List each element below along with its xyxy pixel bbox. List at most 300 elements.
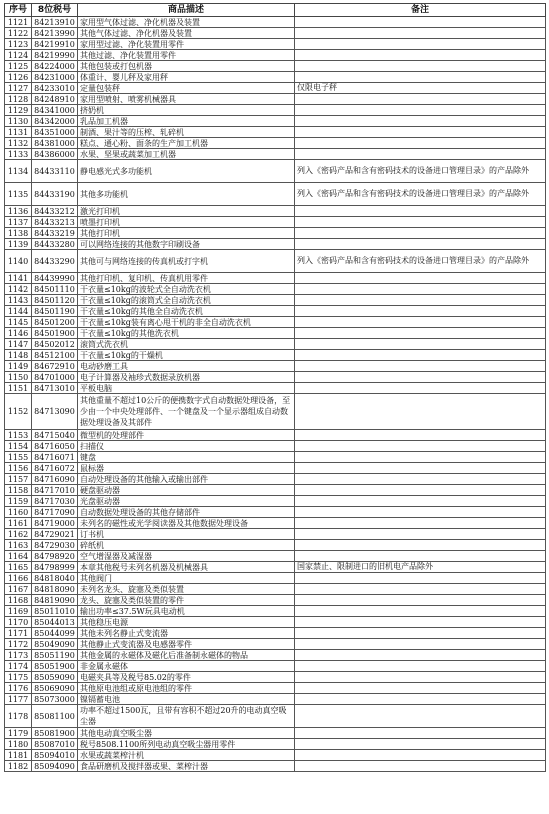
row-desc: 家用型喷射、喷雾机械器具 xyxy=(78,94,295,105)
row-note xyxy=(295,573,546,584)
row-note xyxy=(295,617,546,628)
row-note xyxy=(295,728,546,739)
table-row xyxy=(5,383,546,394)
row-desc: 光盘驱动器 xyxy=(78,496,295,507)
row-seq: 1168 xyxy=(5,595,32,606)
row-code: 84719000 xyxy=(32,518,78,529)
row-seq: 1130 xyxy=(5,116,32,127)
row-desc: 空气增湿器及减湿器 xyxy=(78,551,295,562)
row-desc: 其他未列名静止式变流器 xyxy=(78,628,295,639)
row-note xyxy=(295,584,546,595)
row-seq: 1155 xyxy=(5,452,32,463)
row-desc: 干衣量≤10kg的其他洗衣机 xyxy=(78,328,295,339)
table-row xyxy=(5,661,546,672)
row-desc: 自动数据处理设备的其他存储部件 xyxy=(78,507,295,518)
row-seq: 1137 xyxy=(5,217,32,228)
row-seq: 1176 xyxy=(5,683,32,694)
row-seq: 1180 xyxy=(5,739,32,750)
row-code: 84351000 xyxy=(32,127,78,138)
row-seq: 1136 xyxy=(5,206,32,217)
row-desc: 键盘 xyxy=(78,452,295,463)
table-row xyxy=(5,694,546,705)
row-seq: 1173 xyxy=(5,650,32,661)
row-desc: 未列名龙头、旋塞及类似装置 xyxy=(78,584,295,595)
row-seq: 1156 xyxy=(5,463,32,474)
row-seq: 1158 xyxy=(5,485,32,496)
row-seq: 1160 xyxy=(5,507,32,518)
row-code: 84213910 xyxy=(32,17,78,28)
table-row xyxy=(5,317,546,328)
table-row xyxy=(5,739,546,750)
header-seq: 序号 xyxy=(5,4,32,17)
row-code: 85069090 xyxy=(32,683,78,694)
row-seq: 1144 xyxy=(5,306,32,317)
table-row xyxy=(5,306,546,317)
row-desc: 静电感光式多功能机 xyxy=(78,160,295,183)
row-code: 84717090 xyxy=(32,507,78,518)
table-row xyxy=(5,562,546,573)
row-seq: 1138 xyxy=(5,228,32,239)
row-code: 85044099 xyxy=(32,628,78,639)
row-seq: 1152 xyxy=(5,394,32,430)
row-note xyxy=(295,474,546,485)
row-code: 84716090 xyxy=(32,474,78,485)
row-note: 国家禁止、限制进口的旧机电产品除外 xyxy=(295,562,546,573)
row-seq: 1164 xyxy=(5,551,32,562)
row-desc: 其他静止式变流器及电感器零件 xyxy=(78,639,295,650)
row-code: 84512100 xyxy=(32,350,78,361)
table-row xyxy=(5,273,546,284)
row-desc: 其他稳压电源 xyxy=(78,617,295,628)
table-row xyxy=(5,61,546,72)
row-code: 84818090 xyxy=(32,584,78,595)
row-desc: 干衣量≤10kg的波轮式全自动洗衣机 xyxy=(78,284,295,295)
row-desc: 本章其他税号未列名机器及机械器具 xyxy=(78,562,295,573)
table-row xyxy=(5,50,546,61)
row-code: 84433290 xyxy=(32,250,78,273)
table-row xyxy=(5,485,546,496)
row-note xyxy=(295,672,546,683)
row-seq: 1153 xyxy=(5,430,32,441)
row-note xyxy=(295,705,546,728)
row-desc: 其他原电池组或原电池组的零件 xyxy=(78,683,295,694)
row-note xyxy=(295,94,546,105)
row-seq: 1179 xyxy=(5,728,32,739)
row-note xyxy=(295,529,546,540)
row-seq: 1166 xyxy=(5,573,32,584)
row-code: 84672910 xyxy=(32,361,78,372)
row-code: 84433110 xyxy=(32,160,78,183)
row-note xyxy=(295,72,546,83)
table-row xyxy=(5,639,546,650)
row-seq: 1142 xyxy=(5,284,32,295)
row-code: 84713010 xyxy=(32,383,78,394)
row-code: 85081100 xyxy=(32,705,78,728)
row-desc: 喷墨打印机 xyxy=(78,217,295,228)
row-desc: 干衣量≤10kg装有离心甩干机的非全自动洗衣机 xyxy=(78,317,295,328)
row-code: 84231000 xyxy=(32,72,78,83)
row-code: 84386000 xyxy=(32,149,78,160)
table-row xyxy=(5,628,546,639)
row-desc: 税号8508.1100所列电动真空吸尘器用零件 xyxy=(78,739,295,750)
tariff-table-sheet xyxy=(4,3,545,772)
row-note xyxy=(295,350,546,361)
row-note xyxy=(295,328,546,339)
row-code: 84248910 xyxy=(32,94,78,105)
row-code: 85044013 xyxy=(32,617,78,628)
row-desc: 其他金属的永磁体及磁化后准备制永磁体的物品 xyxy=(78,650,295,661)
row-note xyxy=(295,496,546,507)
row-seq: 1181 xyxy=(5,750,32,761)
row-note xyxy=(295,540,546,551)
table-row xyxy=(5,507,546,518)
row-desc: 其他可与网络连接的传真机或打字机 xyxy=(78,250,295,273)
row-note xyxy=(295,295,546,306)
table-row xyxy=(5,430,546,441)
tariff-table xyxy=(4,3,546,772)
table-row xyxy=(5,606,546,617)
row-seq: 1167 xyxy=(5,584,32,595)
row-desc: 体重计、婴儿秤及家用秤 xyxy=(78,72,295,83)
row-seq: 1165 xyxy=(5,562,32,573)
row-code: 84716072 xyxy=(32,463,78,474)
table-row xyxy=(5,328,546,339)
row-note xyxy=(295,694,546,705)
row-note xyxy=(295,116,546,127)
row-seq: 1151 xyxy=(5,383,32,394)
table-row xyxy=(5,217,546,228)
row-desc: 鼠标器 xyxy=(78,463,295,474)
row-seq: 1148 xyxy=(5,350,32,361)
row-code: 84341000 xyxy=(32,105,78,116)
table-row xyxy=(5,463,546,474)
row-seq: 1134 xyxy=(5,160,32,183)
row-code: 84798999 xyxy=(32,562,78,573)
row-note xyxy=(295,394,546,430)
row-seq: 1175 xyxy=(5,672,32,683)
row-seq: 1147 xyxy=(5,339,32,350)
row-desc: 微型机的处理部件 xyxy=(78,430,295,441)
row-code: 85094010 xyxy=(32,750,78,761)
row-code: 84433213 xyxy=(32,217,78,228)
row-note: 列入《密码产品和含有密码技术的设备进口管理目录》的产品除外 xyxy=(295,160,546,183)
table-body xyxy=(5,17,546,772)
table-row xyxy=(5,250,546,273)
table-row xyxy=(5,228,546,239)
row-note xyxy=(295,452,546,463)
table-row xyxy=(5,72,546,83)
row-code: 84433190 xyxy=(32,183,78,206)
table-row xyxy=(5,206,546,217)
row-desc: 自动处理设备的其他输入或输出部件 xyxy=(78,474,295,485)
row-desc: 家用型气体过滤、净化机器及装置 xyxy=(78,17,295,28)
row-code: 85087010 xyxy=(32,739,78,750)
table-row xyxy=(5,761,546,772)
row-desc: 乳品加工机器 xyxy=(78,116,295,127)
table-row xyxy=(5,650,546,661)
row-code: 85073000 xyxy=(32,694,78,705)
row-seq: 1149 xyxy=(5,361,32,372)
row-note xyxy=(295,239,546,250)
row-desc: 未列名的磁性或光学阅读器及其他数据处理设备 xyxy=(78,518,295,529)
row-code: 85059090 xyxy=(32,672,78,683)
row-code: 84233010 xyxy=(32,83,78,94)
row-desc: 其他包装或打包机器 xyxy=(78,61,295,72)
row-seq: 1159 xyxy=(5,496,32,507)
row-seq: 1139 xyxy=(5,239,32,250)
table-row xyxy=(5,239,546,250)
row-seq: 1150 xyxy=(5,372,32,383)
row-seq: 1163 xyxy=(5,540,32,551)
row-note xyxy=(295,441,546,452)
row-code: 84713090 xyxy=(32,394,78,430)
row-desc: 其他重量不超过10公斤的便携数字式自动数据处理设备，至少由一个中央处理部件、一个键盘及一个显示器组成自动数据处理设备及其部件 xyxy=(78,394,295,430)
table-row xyxy=(5,672,546,683)
row-code: 84439990 xyxy=(32,273,78,284)
row-seq: 1177 xyxy=(5,694,32,705)
row-code: 84342000 xyxy=(32,116,78,127)
row-code: 84501110 xyxy=(32,284,78,295)
table-row xyxy=(5,496,546,507)
row-note xyxy=(295,383,546,394)
row-desc: 干衣量≤10kg的干燥机 xyxy=(78,350,295,361)
table-row xyxy=(5,540,546,551)
row-seq: 1121 xyxy=(5,17,32,28)
table-row xyxy=(5,105,546,116)
row-note xyxy=(295,650,546,661)
row-code: 84219910 xyxy=(32,39,78,50)
table-row xyxy=(5,529,546,540)
row-note xyxy=(295,372,546,383)
row-desc: 干衣量≤10kg的滚筒式全自动洗衣机 xyxy=(78,295,295,306)
row-seq: 1172 xyxy=(5,639,32,650)
row-code: 85081900 xyxy=(32,728,78,739)
row-note xyxy=(295,339,546,350)
row-note xyxy=(295,761,546,772)
row-desc: 订书机 xyxy=(78,529,295,540)
row-seq: 1128 xyxy=(5,94,32,105)
table-row xyxy=(5,617,546,628)
table-header-row xyxy=(5,4,546,17)
row-note xyxy=(295,105,546,116)
table-row xyxy=(5,94,546,105)
table-row xyxy=(5,83,546,94)
row-desc: 滚筒式洗衣机 xyxy=(78,339,295,350)
row-desc: 水果、坚果或蔬菜加工机器 xyxy=(78,149,295,160)
table-row xyxy=(5,551,546,562)
row-desc: 定量包装秤 xyxy=(78,83,295,94)
row-seq: 1135 xyxy=(5,183,32,206)
row-code: 84818040 xyxy=(32,573,78,584)
row-code: 84798920 xyxy=(32,551,78,562)
row-note xyxy=(295,595,546,606)
row-desc: 其他阀门 xyxy=(78,573,295,584)
table-row xyxy=(5,350,546,361)
row-seq: 1129 xyxy=(5,105,32,116)
row-code: 85011010 xyxy=(32,606,78,617)
row-seq: 1154 xyxy=(5,441,32,452)
row-note xyxy=(295,50,546,61)
row-desc: 其他过滤、净化装置用零件 xyxy=(78,50,295,61)
table-row xyxy=(5,474,546,485)
row-seq: 1171 xyxy=(5,628,32,639)
table-row xyxy=(5,728,546,739)
header-code: 8位税号 xyxy=(32,4,78,17)
row-code: 84729030 xyxy=(32,540,78,551)
row-desc: 龙头、旋塞及类似装置的零件 xyxy=(78,595,295,606)
table-row xyxy=(5,372,546,383)
row-code: 84715040 xyxy=(32,430,78,441)
row-desc: 扫描仪 xyxy=(78,441,295,452)
table-row xyxy=(5,518,546,529)
table-row xyxy=(5,339,546,350)
row-note xyxy=(295,138,546,149)
row-desc: 其他打印机 xyxy=(78,228,295,239)
row-seq: 1122 xyxy=(5,28,32,39)
table-row xyxy=(5,750,546,761)
row-note xyxy=(295,661,546,672)
row-note xyxy=(295,463,546,474)
row-code: 84716050 xyxy=(32,441,78,452)
row-desc: 镍镉蓄电池 xyxy=(78,694,295,705)
row-code: 85049090 xyxy=(32,639,78,650)
row-note xyxy=(295,507,546,518)
row-code: 84819090 xyxy=(32,595,78,606)
table-row xyxy=(5,361,546,372)
row-code: 84224000 xyxy=(32,61,78,72)
row-note xyxy=(295,518,546,529)
row-desc: 硬盘驱动器 xyxy=(78,485,295,496)
row-seq: 1146 xyxy=(5,328,32,339)
table-row xyxy=(5,149,546,160)
row-seq: 1174 xyxy=(5,661,32,672)
row-code: 84219990 xyxy=(32,50,78,61)
row-desc: 输出功率≤37.5W玩具电动机 xyxy=(78,606,295,617)
table-row xyxy=(5,160,546,183)
row-desc: 电磁夹具等及税号85.02的零件 xyxy=(78,672,295,683)
row-code: 84717030 xyxy=(32,496,78,507)
row-desc: 非金属永磁体 xyxy=(78,661,295,672)
row-note xyxy=(295,317,546,328)
row-seq: 1162 xyxy=(5,529,32,540)
row-seq: 1124 xyxy=(5,50,32,61)
row-desc: 制酒、果汁等的压榨、轧碎机 xyxy=(78,127,295,138)
table-row xyxy=(5,295,546,306)
table-row xyxy=(5,573,546,584)
row-seq: 1131 xyxy=(5,127,32,138)
row-note xyxy=(295,306,546,317)
row-code: 84433212 xyxy=(32,206,78,217)
row-note xyxy=(295,228,546,239)
row-desc: 功率不超过1500瓦，且带有容积不超过20升的电动真空吸尘器 xyxy=(78,705,295,728)
row-note xyxy=(295,284,546,295)
row-desc: 挤奶机 xyxy=(78,105,295,116)
row-code: 84501190 xyxy=(32,306,78,317)
row-seq: 1182 xyxy=(5,761,32,772)
row-seq: 1141 xyxy=(5,273,32,284)
row-seq: 1125 xyxy=(5,61,32,72)
row-note xyxy=(295,28,546,39)
table-row xyxy=(5,284,546,295)
table-row xyxy=(5,683,546,694)
header-desc: 商品描述 xyxy=(78,4,295,17)
row-seq: 1145 xyxy=(5,317,32,328)
row-desc: 其他多功能机 xyxy=(78,183,295,206)
table-row xyxy=(5,39,546,50)
row-note: 列入《密码产品和含有密码技术的设备进口管理目录》的产品除外 xyxy=(295,250,546,273)
row-code: 84433219 xyxy=(32,228,78,239)
row-code: 84717010 xyxy=(32,485,78,496)
row-code: 84701000 xyxy=(32,372,78,383)
table-row xyxy=(5,28,546,39)
row-seq: 1178 xyxy=(5,705,32,728)
row-note xyxy=(295,606,546,617)
row-note xyxy=(295,127,546,138)
row-code: 84502012 xyxy=(32,339,78,350)
table-row xyxy=(5,441,546,452)
table-row xyxy=(5,138,546,149)
row-code: 84501120 xyxy=(32,295,78,306)
row-desc: 电动砂磨工具 xyxy=(78,361,295,372)
row-note xyxy=(295,739,546,750)
row-seq: 1133 xyxy=(5,149,32,160)
table-row xyxy=(5,17,546,28)
row-desc: 电子计算器及袖珍式数据录放机器 xyxy=(78,372,295,383)
table-row xyxy=(5,127,546,138)
row-code: 84213990 xyxy=(32,28,78,39)
row-note: 仅限电子秤 xyxy=(295,83,546,94)
row-note xyxy=(295,61,546,72)
row-code: 84729021 xyxy=(32,529,78,540)
row-note xyxy=(295,430,546,441)
row-desc: 激光打印机 xyxy=(78,206,295,217)
row-note xyxy=(295,683,546,694)
row-note xyxy=(295,273,546,284)
row-note xyxy=(295,217,546,228)
table-row xyxy=(5,705,546,728)
header-note: 备注 xyxy=(295,4,546,17)
row-note xyxy=(295,628,546,639)
row-code: 85051190 xyxy=(32,650,78,661)
table-row xyxy=(5,452,546,463)
row-note xyxy=(295,485,546,496)
row-desc: 其他电动真空吸尘器 xyxy=(78,728,295,739)
table-row xyxy=(5,595,546,606)
row-desc: 其他气体过滤、净化机器及装置 xyxy=(78,28,295,39)
row-seq: 1123 xyxy=(5,39,32,50)
row-code: 84501900 xyxy=(32,328,78,339)
row-desc: 平板电脑 xyxy=(78,383,295,394)
row-note xyxy=(295,639,546,650)
row-code: 84501200 xyxy=(32,317,78,328)
row-note xyxy=(295,750,546,761)
row-seq: 1127 xyxy=(5,83,32,94)
row-note xyxy=(295,206,546,217)
row-desc: 食品研磨机及搅拌器或果、菜榨汁器 xyxy=(78,761,295,772)
row-seq: 1170 xyxy=(5,617,32,628)
row-seq: 1169 xyxy=(5,606,32,617)
row-note xyxy=(295,39,546,50)
table-row xyxy=(5,116,546,127)
row-note: 列入《密码产品和含有密码技术的设备进口管理目录》的产品除外 xyxy=(295,183,546,206)
row-seq: 1126 xyxy=(5,72,32,83)
row-seq: 1157 xyxy=(5,474,32,485)
row-desc: 可以网络连接的其他数字印刷设备 xyxy=(78,239,295,250)
row-desc: 碎纸机 xyxy=(78,540,295,551)
row-desc: 干衣量≤10kg的其他全自动洗衣机 xyxy=(78,306,295,317)
row-code: 84433280 xyxy=(32,239,78,250)
row-note xyxy=(295,551,546,562)
